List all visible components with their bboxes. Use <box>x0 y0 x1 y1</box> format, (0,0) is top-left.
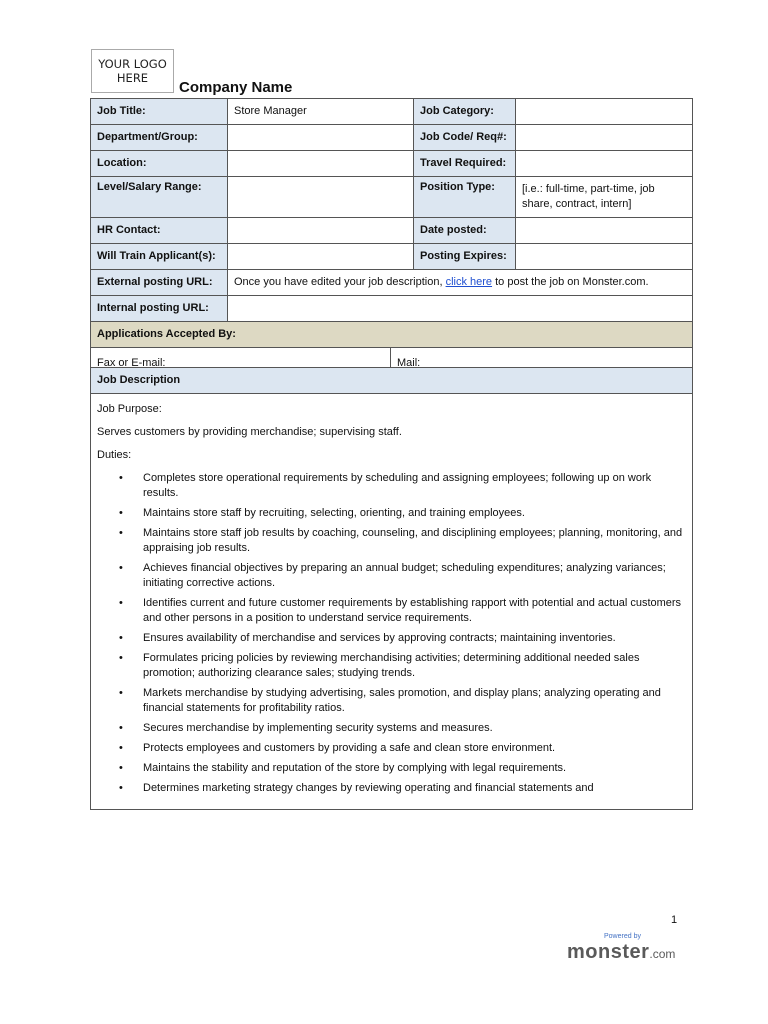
row-job-title <box>91 99 693 125</box>
posting-expires-label: Posting Expires: <box>414 244 516 270</box>
travel-value[interactable] <box>516 151 693 177</box>
list-item: • Formulates pricing policies by reviewing merchandising activities; determining additional needed sales promotion; authorizing clearance sales; studying trends. <box>97 651 686 681</box>
row-external-url <box>91 270 693 296</box>
row-level-salary <box>91 177 693 218</box>
row-internal-url <box>91 296 693 322</box>
list-item: • Identifies current and future customer requirements by establishing rapport with potential and actual customers and other persons in a position to understand service requirements. <box>97 596 686 626</box>
department-label: Department/Group: <box>91 125 228 151</box>
applications-header: Applications Accepted By: <box>91 322 693 348</box>
job-code-label: Job Code/ Req#: <box>414 125 516 151</box>
row-location <box>91 151 693 177</box>
location-label: Location: <box>91 151 228 177</box>
location-value[interactable] <box>228 151 414 177</box>
date-posted-value[interactable] <box>516 218 693 244</box>
position-type-label: Position Type: <box>414 177 516 218</box>
level-salary-label: Level/Salary Range: <box>91 177 228 218</box>
applications-block <box>91 348 693 368</box>
monster-brand-suffix: .com <box>649 947 676 961</box>
job-purpose-text: Serves customers by providing merchandise; supervising staff. <box>97 426 402 438</box>
row-applications <box>91 348 693 368</box>
job-category-value[interactable] <box>516 99 693 125</box>
logo-line-1: YOUR LOGO <box>98 57 167 71</box>
job-description-header: Job Description <box>91 368 693 394</box>
hr-contact-label: HR Contact: <box>91 218 228 244</box>
click-here-link[interactable]: click here <box>445 276 493 288</box>
monster-brand: monster <box>567 941 650 963</box>
row-description-header <box>91 368 693 394</box>
department-value[interactable] <box>228 125 414 151</box>
row-applications-header <box>91 322 693 348</box>
date-posted-label: Date posted: <box>414 218 516 244</box>
row-department <box>91 125 693 151</box>
list-item: • Maintains the stability and reputation of the store by complying with legal requirements. <box>97 761 686 776</box>
row-hr-contact <box>91 218 693 244</box>
will-train-value[interactable] <box>228 244 414 270</box>
logo-line-2: HERE <box>116 71 149 85</box>
external-text-pre: Once you have edited your job description, <box>234 276 446 288</box>
page-number: 1 <box>671 914 678 926</box>
mail-column <box>391 348 692 368</box>
will-train-label: Will Train Applicant(s): <box>91 244 228 270</box>
fax-email-column <box>91 348 391 368</box>
job-category-label: Job Category: <box>414 99 516 125</box>
list-item: • Ensures availability of merchandise and services by approving contracts; maintaining inventories. <box>97 631 686 646</box>
duties-list <box>97 471 686 796</box>
hr-contact-value[interactable] <box>228 218 414 244</box>
fax-email-label: Fax or E-mail: <box>97 357 166 368</box>
travel-label: Travel Required: <box>414 151 516 177</box>
job-code-value[interactable] <box>516 125 693 151</box>
external-url-value <box>228 270 693 296</box>
mail-label: Mail: <box>397 357 421 368</box>
duties-label: Duties: <box>97 449 132 461</box>
job-title-label: Job Title: <box>91 99 228 125</box>
external-url-label: External posting URL: <box>91 270 228 296</box>
list-item: • Maintains store staff job results by coaching, counseling, and disciplining employees; planning, monitoring, and appraising job results. <box>97 526 686 556</box>
monster-logo <box>567 941 675 964</box>
job-description-body <box>91 394 693 810</box>
level-salary-value[interactable] <box>228 177 414 218</box>
list-item: • Determines marketing strategy changes by reviewing operating and financial statements and <box>97 781 686 796</box>
posting-expires-value[interactable] <box>516 244 693 270</box>
position-type-value[interactable]: [i.e.: full-time, part-time, job share, contract, intern] <box>516 177 693 218</box>
list-item: • Markets merchandise by studying advertising, sales promotion, and display plans; analyzing operating and financial statements for profitability ratios. <box>97 686 686 716</box>
internal-url-label: Internal posting URL: <box>91 296 228 322</box>
list-item: • Protects employees and customers by providing a safe and clean store environment. <box>97 741 686 756</box>
row-will-train <box>91 244 693 270</box>
internal-url-value[interactable] <box>228 296 693 322</box>
logo-placeholder <box>91 49 174 93</box>
list-item: • Maintains store staff by recruiting, selecting, orienting, and training employees. <box>97 506 686 521</box>
list-item: • Completes store operational requirements by scheduling and assigning employees; following up on work results. <box>97 471 686 501</box>
job-purpose-label: Job Purpose: <box>97 403 162 415</box>
job-title-value[interactable]: Store Manager <box>228 99 414 125</box>
list-item: • Achieves financial objectives by preparing an annual budget; scheduling expenditures; analyzing variances; initiating corrective actions. <box>97 561 686 591</box>
external-text-post: to post the job on Monster.com. <box>492 276 649 288</box>
row-description <box>91 394 693 810</box>
job-posting-form <box>90 98 693 810</box>
list-item: • Secures merchandise by implementing security systems and measures. <box>97 721 686 736</box>
company-name: Company Name <box>179 79 293 96</box>
powered-by-text: Powered by <box>604 933 641 940</box>
